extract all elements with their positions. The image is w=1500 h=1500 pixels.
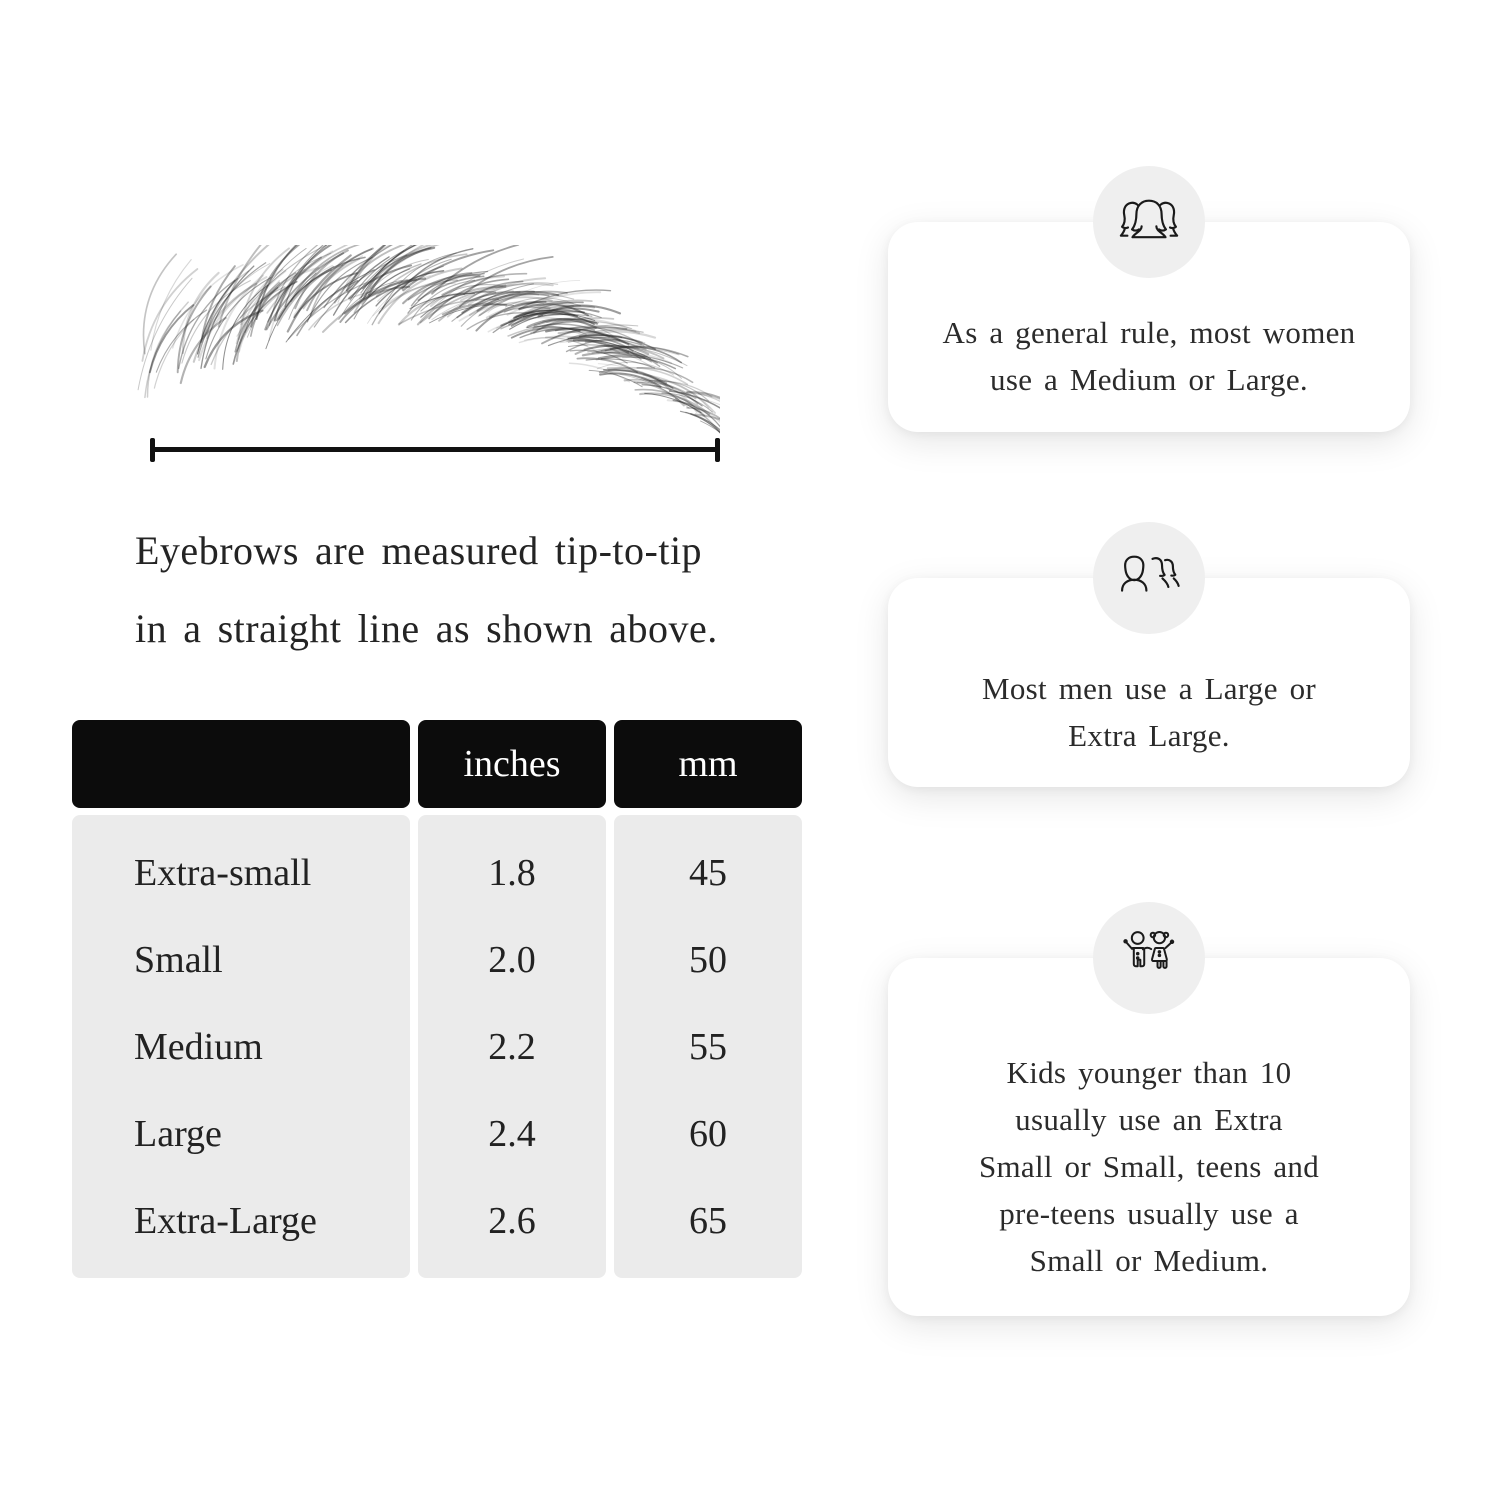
card-line: Extra Large. [1068,717,1230,753]
inches-column [418,815,606,1278]
mm-value: 45 [689,851,727,894]
inches-value: 2.2 [488,1025,536,1068]
row-label: Large [134,1112,222,1155]
caption-line-2: in a straight line as shown above. [135,606,718,651]
card-text-men [888,578,1410,787]
card-line: As a general rule, most women [942,315,1356,350]
card-text-women [888,222,1410,432]
info-card-men [888,578,1410,787]
row-label: Extra-Large [134,1199,317,1242]
size-table [72,720,802,1278]
eyebrow-hair-strokes [120,245,720,437]
measurement-bar [150,447,720,452]
mm-value: 65 [689,1199,727,1242]
size-column-header-mm: mm [614,720,802,808]
measurement-end-cap-right [715,438,720,462]
mm-column [614,815,802,1278]
measurement-line [150,438,720,462]
eyebrow-illustration [120,245,720,437]
row-label: Medium [134,1025,263,1068]
size-label-column [72,815,410,1278]
mm-value: 55 [689,1025,727,1068]
inches-value: 2.6 [488,1199,536,1242]
card-line: usually use an Extra [1015,1101,1283,1137]
caption-line-1: Eyebrows are measured tip-to-tip [135,528,703,573]
size-column-header-blank [72,720,410,808]
row-label: Extra-small [134,851,312,894]
inches-value: 2.4 [488,1112,536,1155]
card-line: pre-teens usually use a [999,1195,1299,1231]
info-card-women [888,222,1410,432]
inches-value: 2.0 [488,938,536,981]
info-card-kids [888,958,1410,1316]
mm-value: 60 [689,1112,727,1155]
card-line: Small or Small, teens and [978,1148,1320,1184]
measurement-caption [135,512,718,668]
mm-value: 50 [689,938,727,981]
card-line: Small or Medium. [1029,1242,1269,1278]
size-column-header-inches: inches [418,720,606,808]
card-line: use a Medium or Large. [990,362,1308,397]
inches-value: 1.8 [488,851,536,894]
card-text-kids [888,958,1410,1316]
card-line: Most men use a Large or [982,670,1316,706]
card-line: Kids younger than 10 [1006,1054,1292,1090]
row-label: Small [134,938,223,981]
